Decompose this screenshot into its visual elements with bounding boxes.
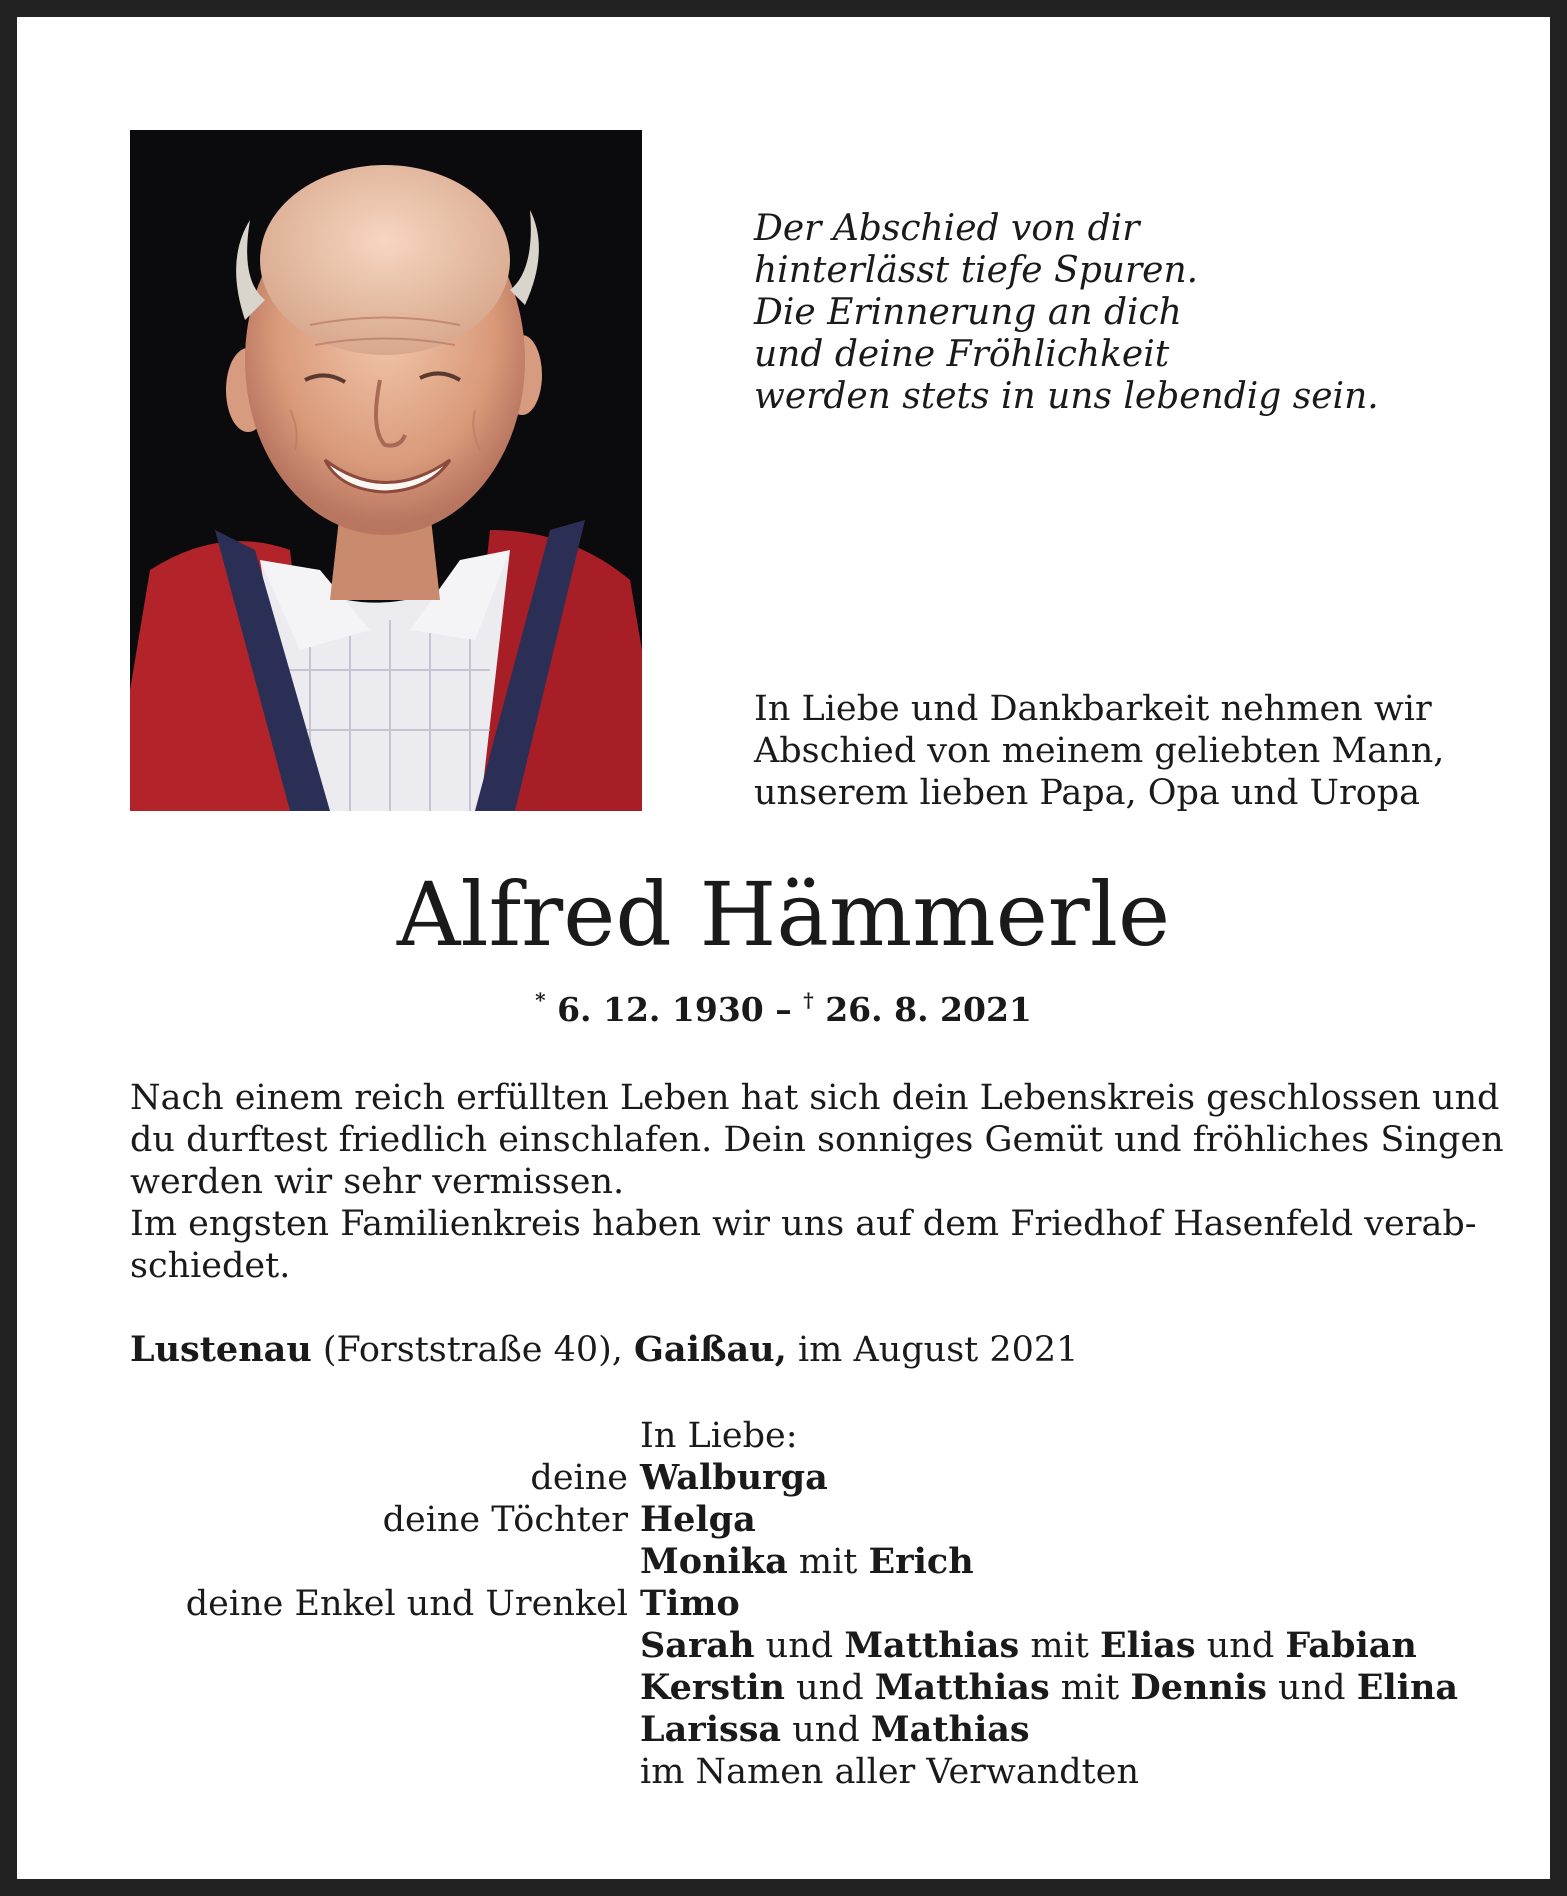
town-gaissau: Gaißau, [634,1329,787,1370]
relation-label: deine [530,1458,628,1498]
signoff-row [0,1709,1567,1751]
family-names [640,1499,756,1541]
signoff-row [0,1499,1567,1541]
family-name: Walburga [640,1457,828,1498]
text-line: schiedet. [130,1246,291,1286]
portrait-illustration [130,130,642,811]
family-name: Fabian [1285,1625,1417,1666]
family-name: Sarah [640,1625,755,1666]
address: (Forststraße 40), [311,1330,635,1370]
family-name: Dennis [1130,1667,1267,1708]
date-separator: – [763,990,804,1029]
relation-label: deine Enkel und Urenkel [185,1584,628,1624]
connector: und [765,1626,834,1666]
text-line: Nach einem reich erfüllten Leben hat sich dein Lebenskreis geschlossen und [130,1078,1500,1118]
text-line: du durftest friedlich einschlafen. Dein sonniges Gemüt und fröhliches Singen [130,1120,1504,1160]
death-date: 26. 8. 2021 [825,990,1032,1029]
text-line: Im engsten Familienkreis haben wir uns auf dem Friedhof Hasenfeld verab- [130,1204,1477,1244]
family-name: Matthias [844,1625,1020,1666]
town-lustenau: Lustenau [130,1329,312,1370]
birth-date: 6. 12. 1930 [557,990,764,1029]
family-names [640,1625,1417,1667]
life-dates [0,989,1567,1031]
family-name: Helga [640,1499,756,1540]
birth-symbol: * [535,988,546,1012]
family-names [640,1541,974,1583]
family-names [640,1667,1458,1709]
poem-line: Die Erinnerung an dich [754,292,1182,333]
family-names [640,1583,740,1625]
connector: mit [798,1542,858,1582]
family-names [640,1709,1030,1751]
connector: und [796,1668,864,1708]
place-and-date [130,1329,1450,1371]
connector: und [1278,1668,1346,1708]
farewell-line: In Liebe und Dankbarkeit nehmen wir [754,689,1432,729]
signoff-row [0,1667,1567,1709]
family-name: Kerstin [640,1667,785,1708]
farewell-line: Abschied von meinem geliebten Mann, [754,731,1445,771]
relation-label: deine Töchter [382,1500,628,1540]
family-name: Monika [640,1541,788,1582]
farewell-statement [754,688,1474,814]
signoff-row [0,1583,1567,1625]
family-signoff [0,1415,1567,1793]
connector: mit [1060,1668,1120,1708]
poem-line: Der Abschied von dir [754,208,1140,249]
connector: und [792,1710,860,1750]
poem [754,208,1454,418]
portrait-photo [130,130,642,811]
family-name: Matthias [874,1667,1050,1708]
text-line: werden wir sehr vermissen. [130,1162,625,1202]
signoff-row [0,1457,1567,1499]
family-name: Mathias [870,1709,1030,1750]
obituary-text [130,1077,1504,1287]
family-name: Elina [1356,1667,1459,1708]
death-symbol: † [803,988,814,1012]
poem-line: und deine Fröhlichkeit [754,334,1170,375]
family-name: Erich [868,1541,974,1582]
signoff-row [0,1625,1567,1667]
poem-line: hinterlässt tiefe Spuren. [754,250,1199,291]
closing-line: im Namen aller Verwandten [640,1752,1139,1792]
signoff-row [0,1751,1567,1793]
signoff-heading: In Liebe: [640,1416,798,1456]
month-year: im August 2021 [786,1330,1079,1370]
family-name: Larissa [640,1709,782,1750]
family-names [640,1457,828,1499]
family-name: Elias [1099,1625,1196,1666]
signoff-row [0,1541,1567,1583]
connector: und [1206,1626,1275,1666]
family-name: Timo [640,1583,740,1624]
farewell-line: unserem lieben Papa, Opa und Uropa [754,773,1421,813]
deceased-name: Alfred Hämmerle [396,863,1171,966]
poem-line: werden stets in uns lebendig sein. [754,376,1379,417]
signoff-row [0,1415,1567,1457]
connector: mit [1030,1626,1089,1666]
